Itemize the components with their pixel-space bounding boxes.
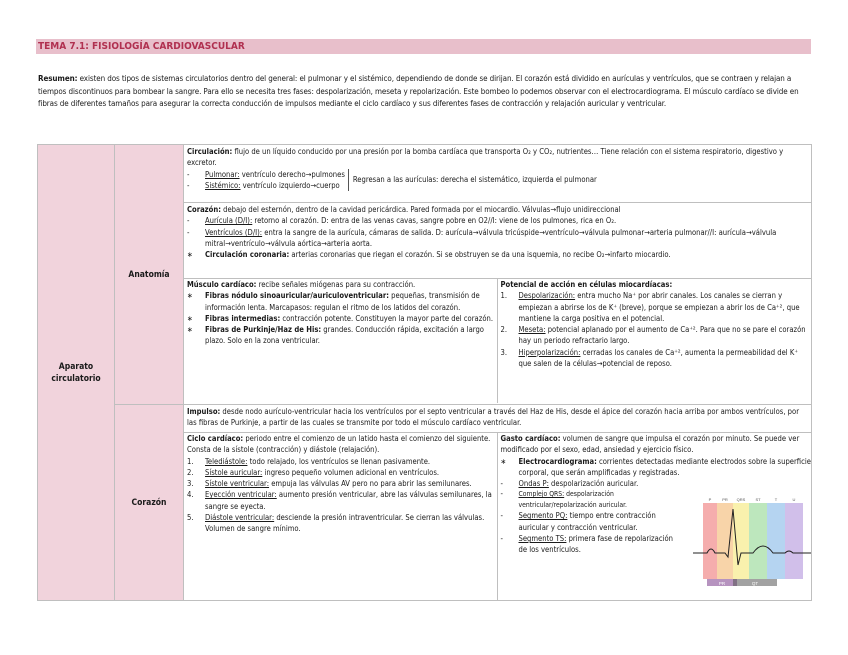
summary-paragraph	[38, 73, 810, 111]
ecg-interval-label: PR	[718, 581, 725, 586]
fibras-nodulo-label: Fibras nódulo sinoauricular/auriculoventricular:	[205, 291, 389, 301]
impulso-text: desde nodo aurículo-ventricular hacia los ventrículos por el septo ventricular a través del Haz de His, desde el ápice del corazón hacia arriba por ambos ventrículos, por las fibras de Purkinje, a partir de las cuales se transmite por todo el músculo cardíaco ventricular.	[187, 407, 800, 428]
ts-text: primera fase de repolarización de los ventrículos.	[518, 534, 673, 555]
ciclo-label: Ciclo cardíaco:	[187, 434, 244, 443]
ventriculos-text: entra la sangre de la aurícula, cámaras de salida. D: aurícula→válvula tricúspide→ventrículo→válvula pulmonar→arteria pulmonar//I: aurícula→válvula mitral→ventrículo→válvula aórtica→arteria aorta.	[205, 227, 777, 248]
ecg-text: corrientes detectadas mediante electrodos sobre la superficie corporal, que serán amplificadas y registradas.	[518, 456, 811, 477]
ecg-label: Electrocardiograma:	[518, 456, 597, 466]
ciclo-item	[187, 512, 494, 535]
meseta-label: Meseta:	[518, 325, 546, 335]
despolarizacion-text: entra mucho Na⁺ por abrir canales. Los canales se cierran y empiezan a abrirse los de K⁺ (breve), porque se empiezan a abrir los de Ca⁺², que mantiene la carga positiva en el potencial.	[518, 291, 800, 323]
ecg-band-label: U	[792, 497, 795, 502]
hiperpolarizacion-label: Hiperpolarización:	[518, 347, 581, 357]
ciclo-item-label: Eyección ventricular:	[205, 490, 277, 500]
ciclo-text: periodo entre el comienzo de un latido hasta el comienzo del siguiente. Consta de la sístole (contracción) y diástole (relajación).	[187, 434, 491, 455]
circulacion-block: Circulación: flujo de un líquido conducido por una presión por la bomba cardíaca que transporta O₂ y CO₂, nutrientes… Tiene relación con el sistema respiratorio, digestivo y excretor. - Pulmonar: ventrículo derecho→pulmones - Sistémico: ventrículo izquierdo→cuerpo Regresan a las aurículas: derecha el sistemático, izquierda el pulmonar	[184, 145, 811, 203]
ecg-band	[703, 503, 717, 579]
fibras-intermedias-label: Fibras intermedias:	[205, 313, 281, 323]
ciclo-item-number: 5.	[187, 513, 194, 523]
ciclo-item-label: Telediástole:	[205, 456, 248, 466]
ecg-band-label: P	[708, 497, 711, 502]
ciclo-item-text: desciende la presión intraventricular. Se cierran las válvulas. Volumen de sangre mínimo.	[205, 513, 485, 534]
ciclo-item-number: 4.	[187, 490, 194, 500]
ciclo-item-number: 3.	[187, 479, 194, 489]
coronaria-label: Circulación coronaria:	[205, 250, 290, 260]
ciclo-item-label: Diástole ventricular:	[205, 513, 275, 523]
qrs-label: Complejo QRS:	[518, 490, 565, 499]
fibras-intermedias-text: contracción potente. Constituyen la mayor parte del corazón.	[280, 313, 493, 323]
ecg-interval-label: QT	[751, 581, 758, 586]
ciclo-item	[187, 467, 494, 478]
ecg-band	[785, 503, 803, 579]
anatomia-cell: Anatomía	[115, 145, 184, 405]
hiperpolarizacion-text: cerradas los canales de Ca⁺², aumenta la permeabilidad del K⁺ que salen de la células→potencial de reposo.	[518, 347, 798, 369]
ciclo-item-number: 1.	[187, 456, 194, 466]
onda-p-label: Ondas P:	[518, 479, 549, 489]
ecg-band-label: ST	[754, 497, 761, 502]
ecg-band	[749, 503, 767, 579]
musculo-text: recibe señales miógenas para su contracción.	[256, 280, 416, 289]
sistemico-label: Sistémico:	[205, 180, 241, 190]
ciclo-block	[184, 433, 498, 600]
fibras-purkinje-text: grandes. Conducción rápida, excitación a largo plazo. Solo en la zona ventricular.	[205, 325, 484, 346]
pq-label: Segmento PQ:	[518, 511, 568, 521]
corazon-cell: Corazón	[115, 405, 184, 601]
gasto-label: Gasto cardíaco:	[500, 434, 561, 443]
meseta-text: potencial aplanado por el aumento de Ca⁺². Para que no se pare el corazón hay un periodo refractario largo.	[518, 325, 806, 346]
auricula-text: retorno al corazón. D: entra de las venas cavas, sangre pobre en O2//I: viene de los pulmones, rica en O₂.	[252, 216, 617, 226]
ciclo-item-text: aumento presión ventricular, abre las válvulas semilunares, la sangre se eyecta.	[205, 490, 492, 511]
page-title: TEMA 7.1: FISIOLOGÍA CARDIOVASCULAR	[36, 39, 811, 54]
ts-label: Segmento TS:	[518, 534, 567, 544]
pulmonar-text: ventrículo derecho→pulmones	[239, 169, 345, 179]
ciclo-item-text: ingreso pequeño volumen adicional en ventrículos.	[262, 467, 440, 477]
circulacion-text: flujo de un líquido conducido por una presión por la bomba cardíaca que transporta O₂ y CO₂, nutrientes… Tiene relación con el sistema respiratorio, digestivo y excretor.	[187, 147, 784, 168]
ecg-diagram	[693, 495, 811, 589]
circulacion-label: Circulación:	[187, 147, 233, 156]
ciclo-item-label: Sístole ventricular:	[205, 479, 270, 489]
system-cell: Aparato circulatorio	[38, 145, 115, 601]
ciclo-item	[187, 456, 494, 467]
summary-text: existen dos tipos de sistemas circulatorios dentro del general: el pulmonar y el sistémico, dependiendo de donde se dirijan. El corazón está dividido en aurículas y ventrículos, que se contraen y relajan a tiempos discontinuos para bombear la sangre. Para ello se necesita tres fases: despolarización, meseta y repolarización. Este bombeo lo podemos observar con el electrocardiograma. El músculo cardíaco se divide en fibras de diferentes tamaños para asegurar la correcta conducción de impulsos mediante el ciclo cardíaco y sus diferentes fases de contracción y relajación auricular y ventricular.	[38, 74, 799, 108]
auricula-label: Aurícula (D/I):	[205, 216, 253, 226]
ecg-band-label: QRS	[736, 497, 745, 502]
ciclo-item-text: empuja las válvulas AV pero no para abrir las semilunares.	[269, 479, 472, 489]
brace-note: Regresan a las aurículas: derecha el sistemático, izquierda el pulmonar	[348, 169, 597, 191]
pq-text: tiempo entre contracción auricular y contracción ventricular.	[518, 511, 656, 532]
corazon-label: Corazón:	[187, 205, 221, 214]
ciclo-item-number: 2.	[187, 467, 194, 477]
ecg-band	[767, 503, 785, 579]
pulmonar-label: Pulmonar:	[205, 169, 240, 179]
despolarizacion-label: Despolarización:	[518, 291, 576, 301]
fibras-nodulo-text: pequeñas, transmisión de información lenta. Marcapasos: regulan el ritmo de los latidos del corazón.	[205, 291, 480, 312]
corazon-anatomy-block: Corazón: debajo del esternón, dentro de la cavidad pericárdica. Pared formada por el miocardio. Válvulas→flujo unidireccional - Aurícula (D/I): retorno al corazón. D: entra de las venas cavas, sangre pobre en O2//I: viene de los pulmones, rica en O₂. - Ventrículos (D/I): entra la sangre de la aurícula, cámaras de salida. D: aurícula→válvula tricúspide→ventrículo→válvula pulmonar→arteria pulmonar//I: aurícula→válvula mitral→ventrículo→válvula aórtica→arteria aorta. ∗ Circulación coronaria: arterias coronarias que riegan el corazón. Si se obstruyen se da una isquemia, no recibe O₂→infarto miocardio.	[184, 203, 811, 279]
musculo-label: Músculo cardíaco:	[187, 280, 257, 289]
ecg-band-label: T	[774, 497, 777, 502]
fibras-purkinje-label: Fibras de Purkinje/Haz de His:	[205, 325, 322, 335]
qrs-text: despolarización ventricular/repolarización auricular.	[518, 490, 627, 509]
gasto-block: Gasto cardíaco: volumen de sangre que impulsa el corazón por minuto. Se puede ver modificado por el sexo, edad, ansiedad y ejercicio físico. ∗ Electrocardiograma: corrientes detectadas mediante electrodos sobre la superficie corporal, que serán amplificadas y registradas. - Ondas P: despolarización auricular. - Complejo QRS: despolarización ventricular/repolarización auricular. - Segmento PQ: tiempo entre contracción auricular y contracción ventricular. - Segmento TS: primera fase de repolarización de los ventrículos. P PR QRS ST T U PR QT	[498, 433, 812, 600]
potencial-block: Potencial de acción en células miocardíacas: 1. Despolarización: entra mucho Na⁺ por abrir canales. Los canales se cierran y empiezan a abrirse los de K⁺ (breve), porque se empiezan a abrir los de Ca⁺², que mantiene la carga positiva en el potencial. 2. Meseta: potencial aplanado por el aumento de Ca⁺². Para que no se pare el corazón hay un periodo refractario largo. 3. Hiperpolarización: cerradas los canales de Ca⁺², aumenta la permeabilidad del K⁺ que salen de la células→potencial de reposo.	[500, 280, 806, 369]
ciclo-item	[187, 478, 494, 489]
musculo-block: Músculo cardíaco: recibe señales miógenas para su contracción. ∗ Fibras nódulo sinoauricular/auriculoventricular: pequeñas, transmisión de información lenta. Marcapasos: regulan el ritmo de los latidos del corazón. ∗ Fibras intermedias: contracción potente. Constituyen la mayor parte del corazón. ∗ Fibras de Purkinje/Haz de His: grandes. Conducción rápida, excitación a largo plazo. Solo en la zona ventricular.	[184, 279, 498, 403]
ciclo-item-text: todo relajado, los ventrículos se llenan pasivamente.	[247, 456, 431, 466]
sistemico-text: ventrículo izquierdo→cuerpo	[240, 180, 340, 190]
potencial-label: Potencial de acción en células miocardíacas:	[500, 280, 673, 289]
corazon-text: debajo del esternón, dentro de la cavidad pericárdica. Pared formada por el miocardio. Válvulas→flujo unidireccional	[220, 205, 621, 214]
gasto-text: volumen de sangre que impulsa el corazón por minuto. Se puede ver modificado por el sexo, edad, ansiedad y ejercicio físico.	[500, 434, 800, 455]
summary-label: Resumen:	[38, 74, 78, 83]
content-table	[37, 144, 812, 601]
ciclo-item	[187, 489, 494, 512]
ecg-band-label: PR	[721, 497, 728, 502]
coronaria-text: arterias coronarias que riegan el corazón. Si se obstruyen se da una isquemia, no recibe O₂→infarto miocardio.	[289, 250, 671, 260]
ventriculos-label: Ventrículos (D/I):	[205, 227, 263, 237]
ecg-band	[717, 503, 733, 579]
ciclo-item-label: Sístole auricular:	[205, 467, 263, 477]
impulso-block	[184, 405, 811, 433]
impulso-label: Impulso:	[187, 407, 221, 416]
onda-p-text: despolarización auricular.	[548, 479, 639, 489]
